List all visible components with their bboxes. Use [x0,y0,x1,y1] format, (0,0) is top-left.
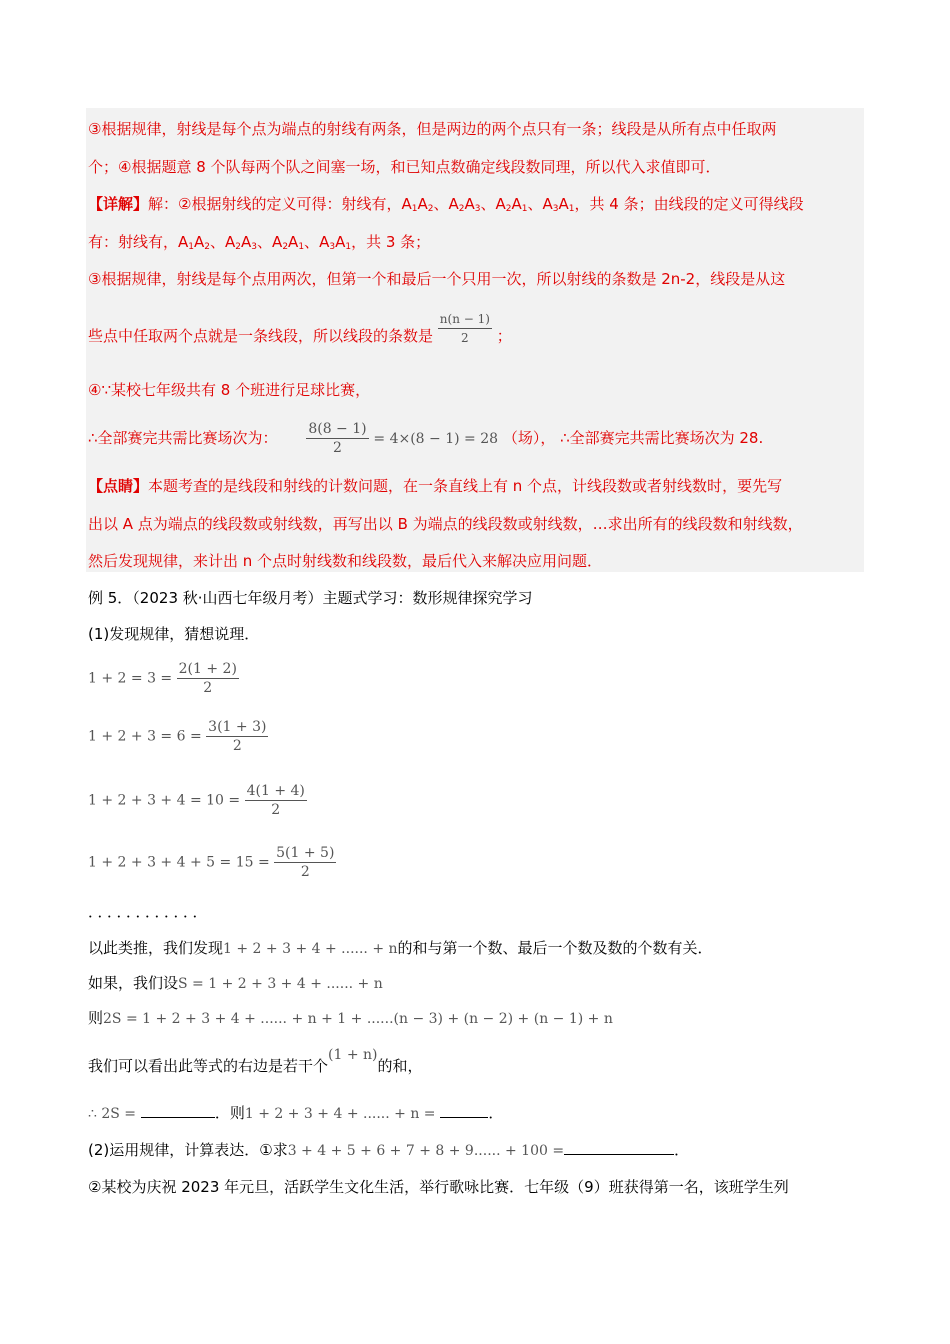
comment-line-1 [88,476,782,496]
pattern-line-3: 则2S = 1 + 2 + 3 + 4 + ...... + n + 1 + ......(n − 3) + (n − 2) + (n − 1) + n [88,1009,613,1027]
equation-2: 1 + 2 + 3 = 6 = $\frac{3(1 + 3)}{2}$ [88,719,267,754]
segment-count-fraction: $\frac{n(n - 1)}{2}$ [439,312,490,345]
detail-text-1b: ，共 4 条；由线段的定义可得线段 [574,195,804,213]
match-count-expression: = 4×(8 − 1) = 28 [373,431,499,447]
detail-text-4-end: ； [496,327,512,345]
comment-text-1: 本题考查的是线段和射线的计数问题，在一条直线上有 n 个点，计线段数或者射线数时，要先写 [148,477,783,495]
comment-line-3: 然后发现规律，来计出 n 个点时射线数和线段数，最后代入来解决应用问题． [88,552,603,570]
sum-to-n-expression: 1 + 2 + 3 + 4 + ...... + n = [244,1106,436,1122]
analysis-line-2: 个；④根据题意 8 个队每两个队之间塞一场，和已知点数确定线段数同理，所以代入求值即可． [88,158,721,176]
equation-4: 1 + 2 + 3 + 4 + 5 = 15 = $\frac{5(1 + 5)}{2}$ [88,845,335,880]
analysis-line-1: ③根据规律，射线是每个点为端点的射线有两条，但是两边的两个点只有一条；线段是从所有点中任取两 [88,120,777,138]
example-title: 例 5．（2023 秋·山西七年级月考）主题式学习：数形规律探究学习 [88,589,533,607]
pattern-line-1: 以此类推，我们发现1 + 2 + 3 + 4 + ...... + n的和与第一个数、最后一个数及数的个数有关． [88,939,713,957]
answer-blank-2[interactable] [440,1103,488,1118]
detail-line-5: ④∵某校七年级共有 8 个班进行足球比赛， [88,381,371,399]
equation-1: 1 + 2 = 3 = $\frac{2(1 + 2)}{2}$ [88,661,237,696]
answer-blank-3[interactable] [564,1140,674,1155]
comment-tag: 【点睛】 [88,477,149,495]
detail-text-1a: 解：②根据射线的定义可得：射线有， [148,195,402,213]
pattern-line-5: ∴ 2S = ．则1 + 2 + 3 + 4 + ...... + n = ． [88,1104,504,1122]
equation-1-fraction: $\frac{2(1 + 2)}{2}$ [178,661,237,696]
answer-blank-1[interactable] [141,1103,215,1118]
ray-list-1: $A_1A_2$、$A_2A_3$、$A_2A_1$、$A_3A_1$ [401,195,575,214]
question-2-part-2: ②某校为庆祝 2023 年元旦，活跃学生文化生活，举行歌咏比赛．七年级（9）班获得第一名，该班学生列 [88,1178,789,1196]
detail-line-3: ③根据规律，射线是每个点用两次，但第一个和最后一个只用一次，所以射线的条数是 2n-2，线段是从这 [88,270,786,288]
detail-line-2 [88,232,430,257]
ray-list-2: $A_1A_2$、$A_2A_3$、$A_2A_1$、$A_3A_1$ [178,233,352,252]
two-s-expression: 2S = 1 + 2 + 3 + 4 + ...... + n + 1 + ......(n − 3) + (n − 2) + (n − 1) + n [103,1011,613,1027]
equation-2-fraction: $\frac{3(1 + 3)}{2}$ [208,719,267,754]
sum-3-to-100-expression: 3 + 4 + 5 + 6 + 7 + 8 + 9...... + 100 = [287,1143,565,1159]
equation-4-fraction: $\frac{5(1 + 5)}{2}$ [276,845,335,880]
sum-expression: 1 + 2 + 3 + 4 + ...... + n [223,941,398,957]
one-plus-n: (1 + n) [328,1047,378,1063]
detail-tag: 【详解】 [88,195,149,213]
question-2-line: (2)运用规律，计算表达．①求3 + 4 + 5 + 6 + 7 + 8 + 9...... + 100 = ． [88,1141,690,1159]
ellipsis-dots: ．．．．．．．．．．．． [88,903,210,921]
pattern-line-4: 我们可以看出此等式的右边是若干个(1 + n)的和， [88,1047,423,1075]
detail-line-1 [88,194,804,219]
detail-line-4 [88,312,512,355]
pattern-line-2: 如果，我们设S = 1 + 2 + 3 + 4 + ...... + n [88,974,383,992]
match-count-fraction: $\frac{8(8 - 1)}{2}$ [308,421,367,456]
detail-text-2a: 有：射线有， [88,233,179,251]
detail-line-6 [88,420,763,457]
detail-text-6a: ∴全部赛完共需比赛场次为： [88,429,278,447]
detail-text-6b: （场）， ∴全部赛完共需比赛场次为 28. [502,429,764,447]
s-definition: S = 1 + 2 + 3 + 4 + ...... + n [178,976,383,992]
question-1-heading: (1)发现规律，猜想说理． [88,625,260,643]
detail-text-4: 些点中任取两个点就是一条线段，所以线段的条数是 [88,327,434,345]
comment-line-2: 出以 A 点为端点的线段数或射线数，再写出以 B 为端点的线段数或射线数，…求出所有的线段数和射线数， [88,515,803,533]
equation-3-fraction: $\frac{4(1 + 4)}{2}$ [246,783,305,818]
detail-text-2b: ，共 3 条； [351,233,431,251]
equation-3: 1 + 2 + 3 + 4 = 10 = $\frac{4(1 + 4)}{2}$ [88,783,305,818]
